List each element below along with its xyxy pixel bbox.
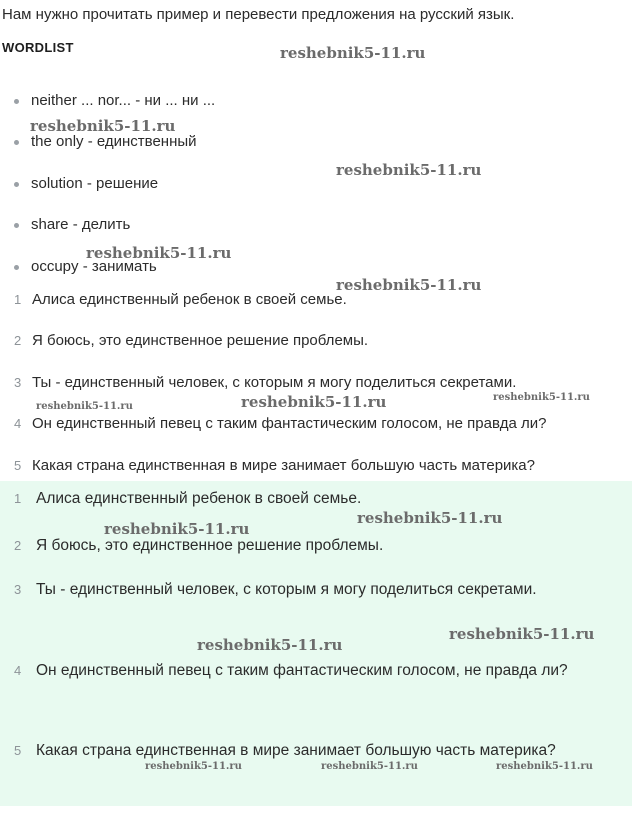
answer-text: Алиса единственный ребенок в своей семье. [36,490,362,507]
sentence-text: Я боюсь, это единственное решение проблемы. [32,332,369,349]
watermark: reshebnik5-11.ru [30,117,176,135]
sentence-item [14,413,547,435]
sentence-number: 5 [14,458,22,473]
watermark: reshebnik5-11.ru [493,392,590,403]
answer-number: 4 [14,663,22,678]
wordlist-item-text: occupy - занимать [31,258,157,275]
answer-item [14,572,574,608]
sentence-text: Какая страна единственная в мире занимает большую часть материка? [32,457,535,474]
wordlist-item-text: the only - единственный [31,133,197,150]
answer-text: Какая страна единственная в мире занимает большую часть материка? [36,742,556,759]
intro-text: Нам нужно прочитать пример и перевести предложения на русский язык. [2,6,515,23]
wordlist-title: WORDLIST [2,40,74,55]
watermark: reshebnik5-11.ru [336,276,482,294]
wordlist-item [14,90,215,112]
watermark: reshebnik5-11.ru [321,761,418,772]
watermark: reshebnik5-11.ru [336,161,482,179]
watermark: reshebnik5-11.ru [145,761,242,772]
wordlist-item [14,214,130,236]
sentence-text: Алиса единственный ребенок в своей семье. [32,291,347,308]
sentence-number: 3 [14,375,22,390]
sentence-item [14,372,516,394]
answer-item [14,528,574,564]
sentence-number: 2 [14,333,22,348]
sentence-item [14,289,347,311]
answer-number: 5 [14,743,22,758]
answer-text: Ты - единственный человек, с которым я могу поделиться секретами. [36,581,537,598]
wordlist-item [14,173,158,195]
watermark: reshebnik5-11.ru [197,636,343,654]
answer-number: 1 [14,491,22,506]
answer-item [14,733,574,769]
answer-text: Он единственный певец с таким фантастическим голосом, не правда ли? [36,662,568,679]
sentence-number: 1 [14,292,22,307]
answer-text: Я боюсь, это единственное решение проблемы. [36,537,384,554]
answer-item [14,653,574,689]
watermark: reshebnik5-11.ru [357,509,503,527]
bullet-icon [14,182,19,187]
watermark: reshebnik5-11.ru [104,520,250,538]
sentence-number: 4 [14,416,22,431]
wordlist-item-text: neither ... nor... - ни ... ни ... [31,92,216,109]
watermark: reshebnik5-11.ru [280,44,426,62]
wordlist-item-text: solution - решение [31,175,159,192]
watermark: reshebnik5-11.ru [496,761,593,772]
watermark: reshebnik5-11.ru [449,625,595,643]
sentence-item [14,455,535,477]
bullet-icon [14,223,19,228]
bullet-icon [14,140,19,145]
sentence-text: Он единственный певец с таким фантастическим голосом, не правда ли? [32,415,547,432]
watermark: reshebnik5-11.ru [86,244,232,262]
answer-number: 2 [14,538,22,553]
watermark: reshebnik5-11.ru [36,401,133,412]
sentence-text: Ты - единственный человек, с которым я могу поделиться секретами. [32,374,517,391]
bullet-icon [14,265,19,270]
bullet-icon [14,99,19,104]
answer-number: 3 [14,582,22,597]
watermark: reshebnik5-11.ru [241,393,387,411]
sentence-item [14,330,368,352]
wordlist-item-text: share - делить [31,216,131,233]
